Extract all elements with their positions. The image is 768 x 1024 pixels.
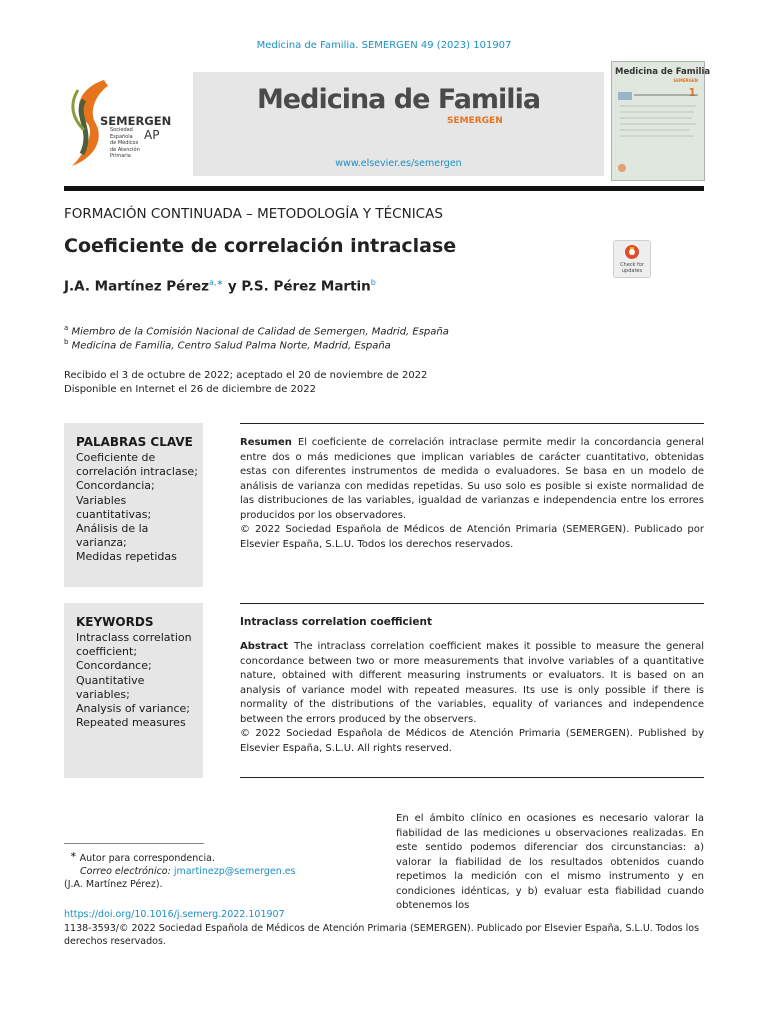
abstract-en-copyright: © 2022 Sociedad Española de Médicos de Atención Primaria (SEMERGEN). Published by Elsevier España, S.L.U. All rights reserved.: [240, 728, 704, 754]
keyword-item: Concordancia;: [76, 479, 155, 493]
journal-reference: Medicina de Familia. SEMERGEN 49 (2023) 101907: [256, 40, 512, 51]
logo-name: SEMERGEN: [100, 114, 172, 128]
section-heading: FORMACIÓN CONTINUADA – METODOLOGÍA Y TÉCNICAS: [64, 206, 443, 222]
online-date: Disponible en Internet el 26 de diciembre de 2022: [64, 384, 316, 395]
author-2-affiliation[interactable]: b: [370, 278, 376, 287]
email-link[interactable]: jmartinezp@semergen.es: [173, 866, 296, 878]
doi-link[interactable]: https://doi.org/10.1016/j.semerg.2022.101907: [64, 909, 285, 920]
check-updates-icon: [624, 244, 640, 261]
article-title: Coeficiente de correlación intraclase: [64, 235, 457, 257]
abstract-en-bottom-rule: [240, 777, 704, 778]
cover-number: 1: [688, 86, 696, 99]
keywords-en-heading: KEYWORDS: [76, 615, 154, 629]
journal-banner: [193, 72, 604, 176]
header-divider: [64, 186, 704, 191]
keyword-item: Quantitative variables;: [76, 673, 145, 701]
author-2[interactable]: P.S. Pérez Martin: [241, 278, 371, 295]
abstract-es-text: El coeficiente de correlación intraclase permite medir la concordancia general entre dos o más mediciones que implican variables de carácter cuantitativo, obtenidas estas con diferentes instrumentos de medida o evaluadores. Se basa en un modelo de análisis de varianza con medidas repetidas. Su uso solo es posible si existe normalidad de las distribuciones de las variables, igualdad de varianzas e independencia entre los errores producidos por los observadores.: [240, 437, 704, 521]
cover-lines-icon: [612, 62, 704, 180]
logo-suffix: AP: [144, 128, 160, 142]
abstract-es: [240, 436, 704, 552]
footnote-rule: [64, 843, 204, 844]
author-conjunction: y: [223, 278, 242, 295]
abstract-en-text: The intraclass correlation coefficient makes it possible to measure the general concordance between two or more measurements that involve variables of a quantitative nature, obtained with different measuring instruments or evaluators. It is based on an analysis of variance model with repeated measures. Its use is only possible if there is normality of the distributions of the variables, equality of variances and independence between the errors produced by the observers.: [240, 641, 704, 725]
journal-cover-thumbnail: [611, 61, 711, 181]
keyword-item: Análisis de la varianza;: [76, 522, 149, 550]
cover-title: Medicina de Familia: [615, 67, 711, 77]
abstract-en-title: Intraclass correlation coefficient: [240, 616, 432, 628]
abstract-es-top-rule: [240, 423, 704, 424]
keyword-item: Repeated measures: [76, 716, 186, 730]
cover-subtitle: SEMERGEN: [673, 78, 698, 83]
abstract-en: [240, 640, 704, 756]
author-1-affiliation[interactable]: a,∗: [209, 278, 224, 287]
check-for-updates-button[interactable]: [613, 240, 651, 278]
corresponding-author-footnote: ∗ Autor para correspondencia. Correo electrónico: jmartinezp@semergen.es (J.A. Martínez Pérez).: [64, 850, 296, 891]
abstract-en-label: Abstract: [240, 641, 289, 652]
affiliation-a: $^a$ Miembro de la Comisión Nacional de Calidad de Semergen, Madrid, España: [64, 324, 449, 338]
keywords-es-heading: PALABRAS CLAVE: [76, 435, 193, 449]
body-text: En el ámbito clínico en ocasiones es necesario valorar la fiabilidad de las mediciones u observaciones realizadas. En este sentido podemos diferenciar dos circunstancias: a) valorar la fiabilidad de los resultados obtenidos cuando repetimos la medición con el mismo instrumento y en condiciones idénticas, y b) evaluar esta fiabilidad cuando obtenemos los: [396, 813, 704, 911]
semergen-logo: [64, 70, 188, 174]
check-updates-label: Check for updates: [620, 262, 644, 274]
received-date: Recibido el 3 de octubre de 2022; aceptado el 20 de noviembre de 2022: [64, 370, 428, 381]
banner-subtitle: SEMERGEN: [447, 116, 503, 126]
banner-title: Medicina de Familia: [256, 84, 541, 115]
abstract-es-copyright: © 2022 Sociedad Española de Médicos de Atención Primaria (SEMERGEN). Publicado por Elsevier España, S.L.U. Todos los derechos reservados.: [240, 524, 704, 550]
keyword-item: Analysis of variance;: [76, 702, 190, 716]
affiliation-b: $^b$ Medicina de Familia, Centro Salud Palma Norte, Madrid, España: [64, 338, 391, 352]
keywords-es-box: [64, 423, 203, 587]
keywords-en-list: [76, 631, 198, 730]
keywords-en-box: [64, 603, 203, 778]
journal-url-link[interactable]: www.elsevier.es/semergen: [335, 158, 462, 169]
abstract-es-label: Resumen: [240, 437, 292, 448]
keyword-item: Variables cuantitativas;: [76, 493, 152, 521]
issn-copyright: 1138-3593/© 2022 Sociedad Española de Médicos de Atención Primaria (SEMERGEN). Publicado por Elsevier España, S.L.U. Todos los derechos reservados.: [64, 923, 700, 947]
author-1[interactable]: J.A. Martínez Pérez: [64, 278, 210, 295]
keyword-item: Intraclass correlation coefficient;: [76, 631, 192, 659]
keyword-item: Concordance;: [76, 659, 152, 673]
keyword-item: Medidas repetidas: [76, 550, 177, 564]
keywords-es-list: [76, 451, 198, 565]
logo-tagline: Sociedad Española de Médicos de Atención Primaria: [110, 127, 140, 159]
authors: [64, 278, 376, 295]
abstract-en-top-rule: [240, 603, 704, 604]
keyword-item: Coeficiente de correlación intraclase;: [76, 451, 198, 479]
